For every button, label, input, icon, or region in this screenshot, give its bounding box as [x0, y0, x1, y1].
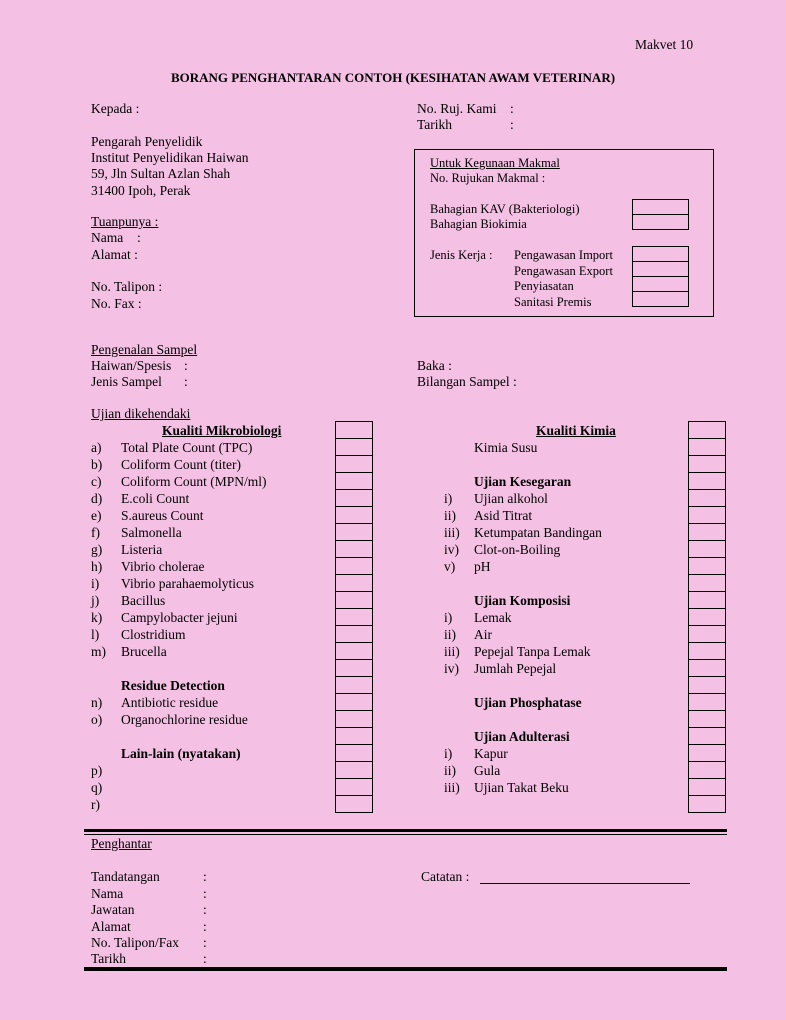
- test-label: Salmonella: [121, 525, 182, 540]
- field-colon: :: [203, 951, 207, 966]
- job-checkbox[interactable]: [632, 276, 689, 292]
- section-divider-thin: [84, 834, 727, 835]
- test-checkbox[interactable]: [335, 506, 373, 524]
- bahagian-kav-checkbox[interactable]: [632, 199, 689, 215]
- test-checkbox[interactable]: [335, 523, 373, 541]
- kepada-label: Kepada :: [91, 101, 140, 116]
- test-key: i): [444, 610, 453, 625]
- test-key: k): [91, 610, 103, 625]
- test-checkbox[interactable]: [688, 608, 726, 626]
- test-checkbox[interactable]: [335, 676, 373, 694]
- address-line: Pengarah Penyelidik: [91, 134, 203, 149]
- test-key: r): [91, 797, 100, 812]
- test-checkbox[interactable]: [688, 727, 726, 745]
- test-label: Vibrio cholerae: [121, 559, 205, 574]
- test-checkbox[interactable]: [335, 659, 373, 677]
- test-label: Air: [474, 627, 492, 642]
- test-label: Organochlorine residue: [121, 712, 248, 727]
- test-label: Clostridium: [121, 627, 186, 642]
- fax-label: No. Fax :: [91, 296, 142, 311]
- catatan-label: Catatan :: [421, 869, 470, 884]
- job-label: Pengawasan Export: [514, 264, 613, 278]
- job-label: Sanitasi Premis: [514, 295, 592, 309]
- test-checkbox[interactable]: [688, 421, 726, 439]
- test-checkbox[interactable]: [335, 727, 373, 745]
- test-checkbox[interactable]: [335, 693, 373, 711]
- test-label: Antibiotic residue: [121, 695, 219, 710]
- mikro-heading: Kualiti Mikrobiologi: [162, 423, 282, 438]
- test-label: Listeria: [121, 542, 163, 557]
- test-label: Kapur: [474, 746, 508, 761]
- test-label: Coliform Count (titer): [121, 457, 241, 472]
- test-checkbox[interactable]: [335, 778, 373, 796]
- baka-label: Baka :: [417, 358, 452, 373]
- test-label: Lemak: [474, 610, 512, 625]
- form-code: Makvet 10: [635, 37, 694, 52]
- ruj-colon: :: [510, 101, 514, 116]
- test-label: Clot-on-Boiling: [474, 542, 561, 557]
- test-label: Ketumpatan Bandingan: [474, 525, 602, 540]
- test-key: e): [91, 508, 102, 523]
- test-checkbox[interactable]: [335, 795, 373, 813]
- test-checkbox[interactable]: [335, 557, 373, 575]
- test-label: Brucella: [121, 644, 167, 659]
- test-label: Gula: [474, 763, 501, 778]
- jenis-colon: :: [184, 374, 188, 389]
- test-checkbox[interactable]: [688, 744, 726, 762]
- phosphatase-heading: Ujian Phosphatase: [474, 695, 582, 710]
- test-key: iv): [444, 661, 459, 676]
- jenis-kerja-label: Jenis Kerja :: [430, 248, 493, 262]
- bilangan-label: Bilangan Sampel :: [417, 374, 517, 389]
- lab-box-heading: Untuk Kegunaan Makmal: [430, 156, 560, 170]
- tuanpunya-heading: Tuanpunya :: [91, 214, 159, 229]
- test-key: i): [444, 746, 453, 761]
- test-checkbox[interactable]: [335, 608, 373, 626]
- field-colon: :: [203, 935, 207, 950]
- test-checkbox[interactable]: [688, 455, 726, 473]
- test-checkbox[interactable]: [335, 455, 373, 473]
- test-checkbox[interactable]: [335, 710, 373, 728]
- test-key: iii): [444, 644, 460, 659]
- adulterasi-heading: Ujian Adulterasi: [474, 729, 570, 744]
- rujukan-makmal-label: No. Rujukan Makmal :: [430, 171, 546, 185]
- test-key: n): [91, 695, 103, 710]
- test-checkbox[interactable]: [688, 625, 726, 643]
- test-checkbox[interactable]: [688, 557, 726, 575]
- test-key: b): [91, 457, 103, 472]
- alamat-label: Alamat :: [91, 247, 138, 262]
- test-key: iii): [444, 780, 460, 795]
- test-key: a): [91, 440, 102, 455]
- job-label: Penyiasatan: [514, 279, 574, 293]
- test-checkbox[interactable]: [688, 710, 726, 728]
- test-label: Jumlah Pepejal: [474, 661, 557, 676]
- test-key: iv): [444, 542, 459, 557]
- test-key: c): [91, 474, 102, 489]
- test-key: g): [91, 542, 103, 557]
- penghantar-field-label: No. Talipon/Fax: [91, 935, 180, 950]
- test-checkbox[interactable]: [335, 421, 373, 439]
- jenis-sampel-label: Jenis Sampel: [91, 374, 162, 389]
- tarikh-colon: :: [510, 117, 514, 132]
- ujian-heading: Ujian dikehendaki: [91, 406, 191, 421]
- test-checkbox[interactable]: [688, 506, 726, 524]
- bahagian-kav-label: Bahagian KAV (Bakteriologi): [430, 202, 580, 216]
- address-line: Institut Penyelidikan Haiwan: [91, 150, 249, 165]
- test-key: f): [91, 525, 100, 540]
- test-checkbox[interactable]: [688, 761, 726, 779]
- test-checkbox[interactable]: [688, 591, 726, 609]
- nama-colon: :: [137, 230, 141, 245]
- penghantar-field-label: Alamat: [91, 919, 131, 934]
- haiwan-label: Haiwan/Spesis: [91, 358, 172, 373]
- job-label: Pengawasan Import: [514, 248, 613, 262]
- kimia-susu-label: Kimia Susu: [474, 440, 538, 455]
- test-label: Total Plate Count (TPC): [121, 440, 253, 455]
- test-key: ii): [444, 763, 456, 778]
- test-checkbox[interactable]: [335, 642, 373, 660]
- test-checkbox[interactable]: [688, 642, 726, 660]
- residue-heading: Residue Detection: [121, 678, 225, 693]
- test-checkbox[interactable]: [688, 778, 726, 796]
- haiwan-colon: :: [184, 358, 188, 373]
- field-colon: :: [203, 919, 207, 934]
- test-checkbox[interactable]: [688, 540, 726, 558]
- test-key: m): [91, 644, 106, 659]
- field-colon: :: [203, 902, 207, 917]
- test-checkbox[interactable]: [335, 744, 373, 762]
- page-title: BORANG PENGHANTARAN CONTOH (KESIHATAN AWAM VETERINAR): [170, 70, 616, 85]
- test-checkbox[interactable]: [688, 693, 726, 711]
- test-key: ii): [444, 508, 456, 523]
- test-checkbox[interactable]: [688, 676, 726, 694]
- test-key: ii): [444, 627, 456, 642]
- tarikh-label: Tarikh: [417, 117, 453, 132]
- test-checkbox[interactable]: [688, 523, 726, 541]
- test-checkbox[interactable]: [335, 489, 373, 507]
- test-checkbox[interactable]: [335, 472, 373, 490]
- test-key: v): [444, 559, 456, 574]
- test-key: l): [91, 627, 100, 642]
- test-key: d): [91, 491, 103, 506]
- field-colon: :: [203, 886, 207, 901]
- test-checkbox[interactable]: [688, 438, 726, 456]
- test-label: Asid Titrat: [474, 508, 533, 523]
- catatan-line[interactable]: [480, 883, 690, 884]
- test-label: E.coli Count: [121, 491, 190, 506]
- test-label: Bacillus: [121, 593, 166, 608]
- field-colon: :: [203, 869, 207, 884]
- ruj-label: No. Ruj. Kami: [417, 101, 497, 116]
- test-key: i): [91, 576, 100, 591]
- komposisi-heading: Ujian Komposisi: [474, 593, 571, 608]
- test-checkbox[interactable]: [688, 472, 726, 490]
- test-checkbox[interactable]: [335, 625, 373, 643]
- test-key: q): [91, 780, 103, 795]
- test-key: h): [91, 559, 103, 574]
- test-label: Campylobacter jejuni: [121, 610, 238, 625]
- test-checkbox[interactable]: [335, 591, 373, 609]
- bottom-rule: [84, 967, 727, 971]
- bahagian-bio-label: Bahagian Biokimia: [430, 217, 527, 231]
- test-label: Pepejal Tanpa Lemak: [474, 644, 591, 659]
- address-line: 31400 Ipoh, Perak: [91, 183, 191, 198]
- kesegaran-heading: Ujian Kesegaran: [474, 474, 572, 489]
- talipon-label: No. Talipon :: [91, 279, 163, 294]
- test-label: S.aureus Count: [121, 508, 204, 523]
- test-label: Vibrio parahaemolyticus: [121, 576, 255, 591]
- test-checkbox[interactable]: [335, 574, 373, 592]
- nama-label: Nama: [91, 230, 124, 245]
- test-label: Ujian alkohol: [474, 491, 548, 506]
- test-checkbox[interactable]: [688, 574, 726, 592]
- test-label: pH: [474, 559, 491, 574]
- job-checkbox[interactable]: [632, 261, 689, 277]
- test-key: iii): [444, 525, 460, 540]
- kimia-heading: Kualiti Kimia: [536, 423, 616, 438]
- penghantar-field-label: Tarikh: [91, 951, 127, 966]
- job-checkbox[interactable]: [632, 291, 689, 307]
- test-checkbox[interactable]: [335, 438, 373, 456]
- penghantar-heading: Penghantar: [91, 836, 152, 851]
- address-line: 59, Jln Sultan Azlan Shah: [91, 166, 231, 181]
- penghantar-field-label: Jawatan: [91, 902, 135, 917]
- test-label: Coliform Count (MPN/ml): [121, 474, 267, 489]
- job-checkbox[interactable]: [632, 246, 689, 262]
- test-key: p): [91, 763, 103, 778]
- test-checkbox[interactable]: [688, 659, 726, 677]
- bahagian-bio-checkbox[interactable]: [632, 214, 689, 230]
- test-key: i): [444, 491, 453, 506]
- penghantar-field-label: Nama: [91, 886, 124, 901]
- test-checkbox[interactable]: [688, 795, 726, 813]
- lain-heading: Lain-lain (nyatakan): [121, 746, 241, 761]
- sample-heading: Pengenalan Sampel: [91, 342, 198, 357]
- test-key: o): [91, 712, 103, 727]
- test-label: Ujian Takat Beku: [474, 780, 569, 795]
- test-checkbox[interactable]: [335, 761, 373, 779]
- test-checkbox[interactable]: [335, 540, 373, 558]
- test-checkbox[interactable]: [688, 489, 726, 507]
- section-divider: [84, 829, 727, 832]
- test-key: j): [91, 593, 100, 608]
- penghantar-field-label: Tandatangan: [91, 869, 160, 884]
